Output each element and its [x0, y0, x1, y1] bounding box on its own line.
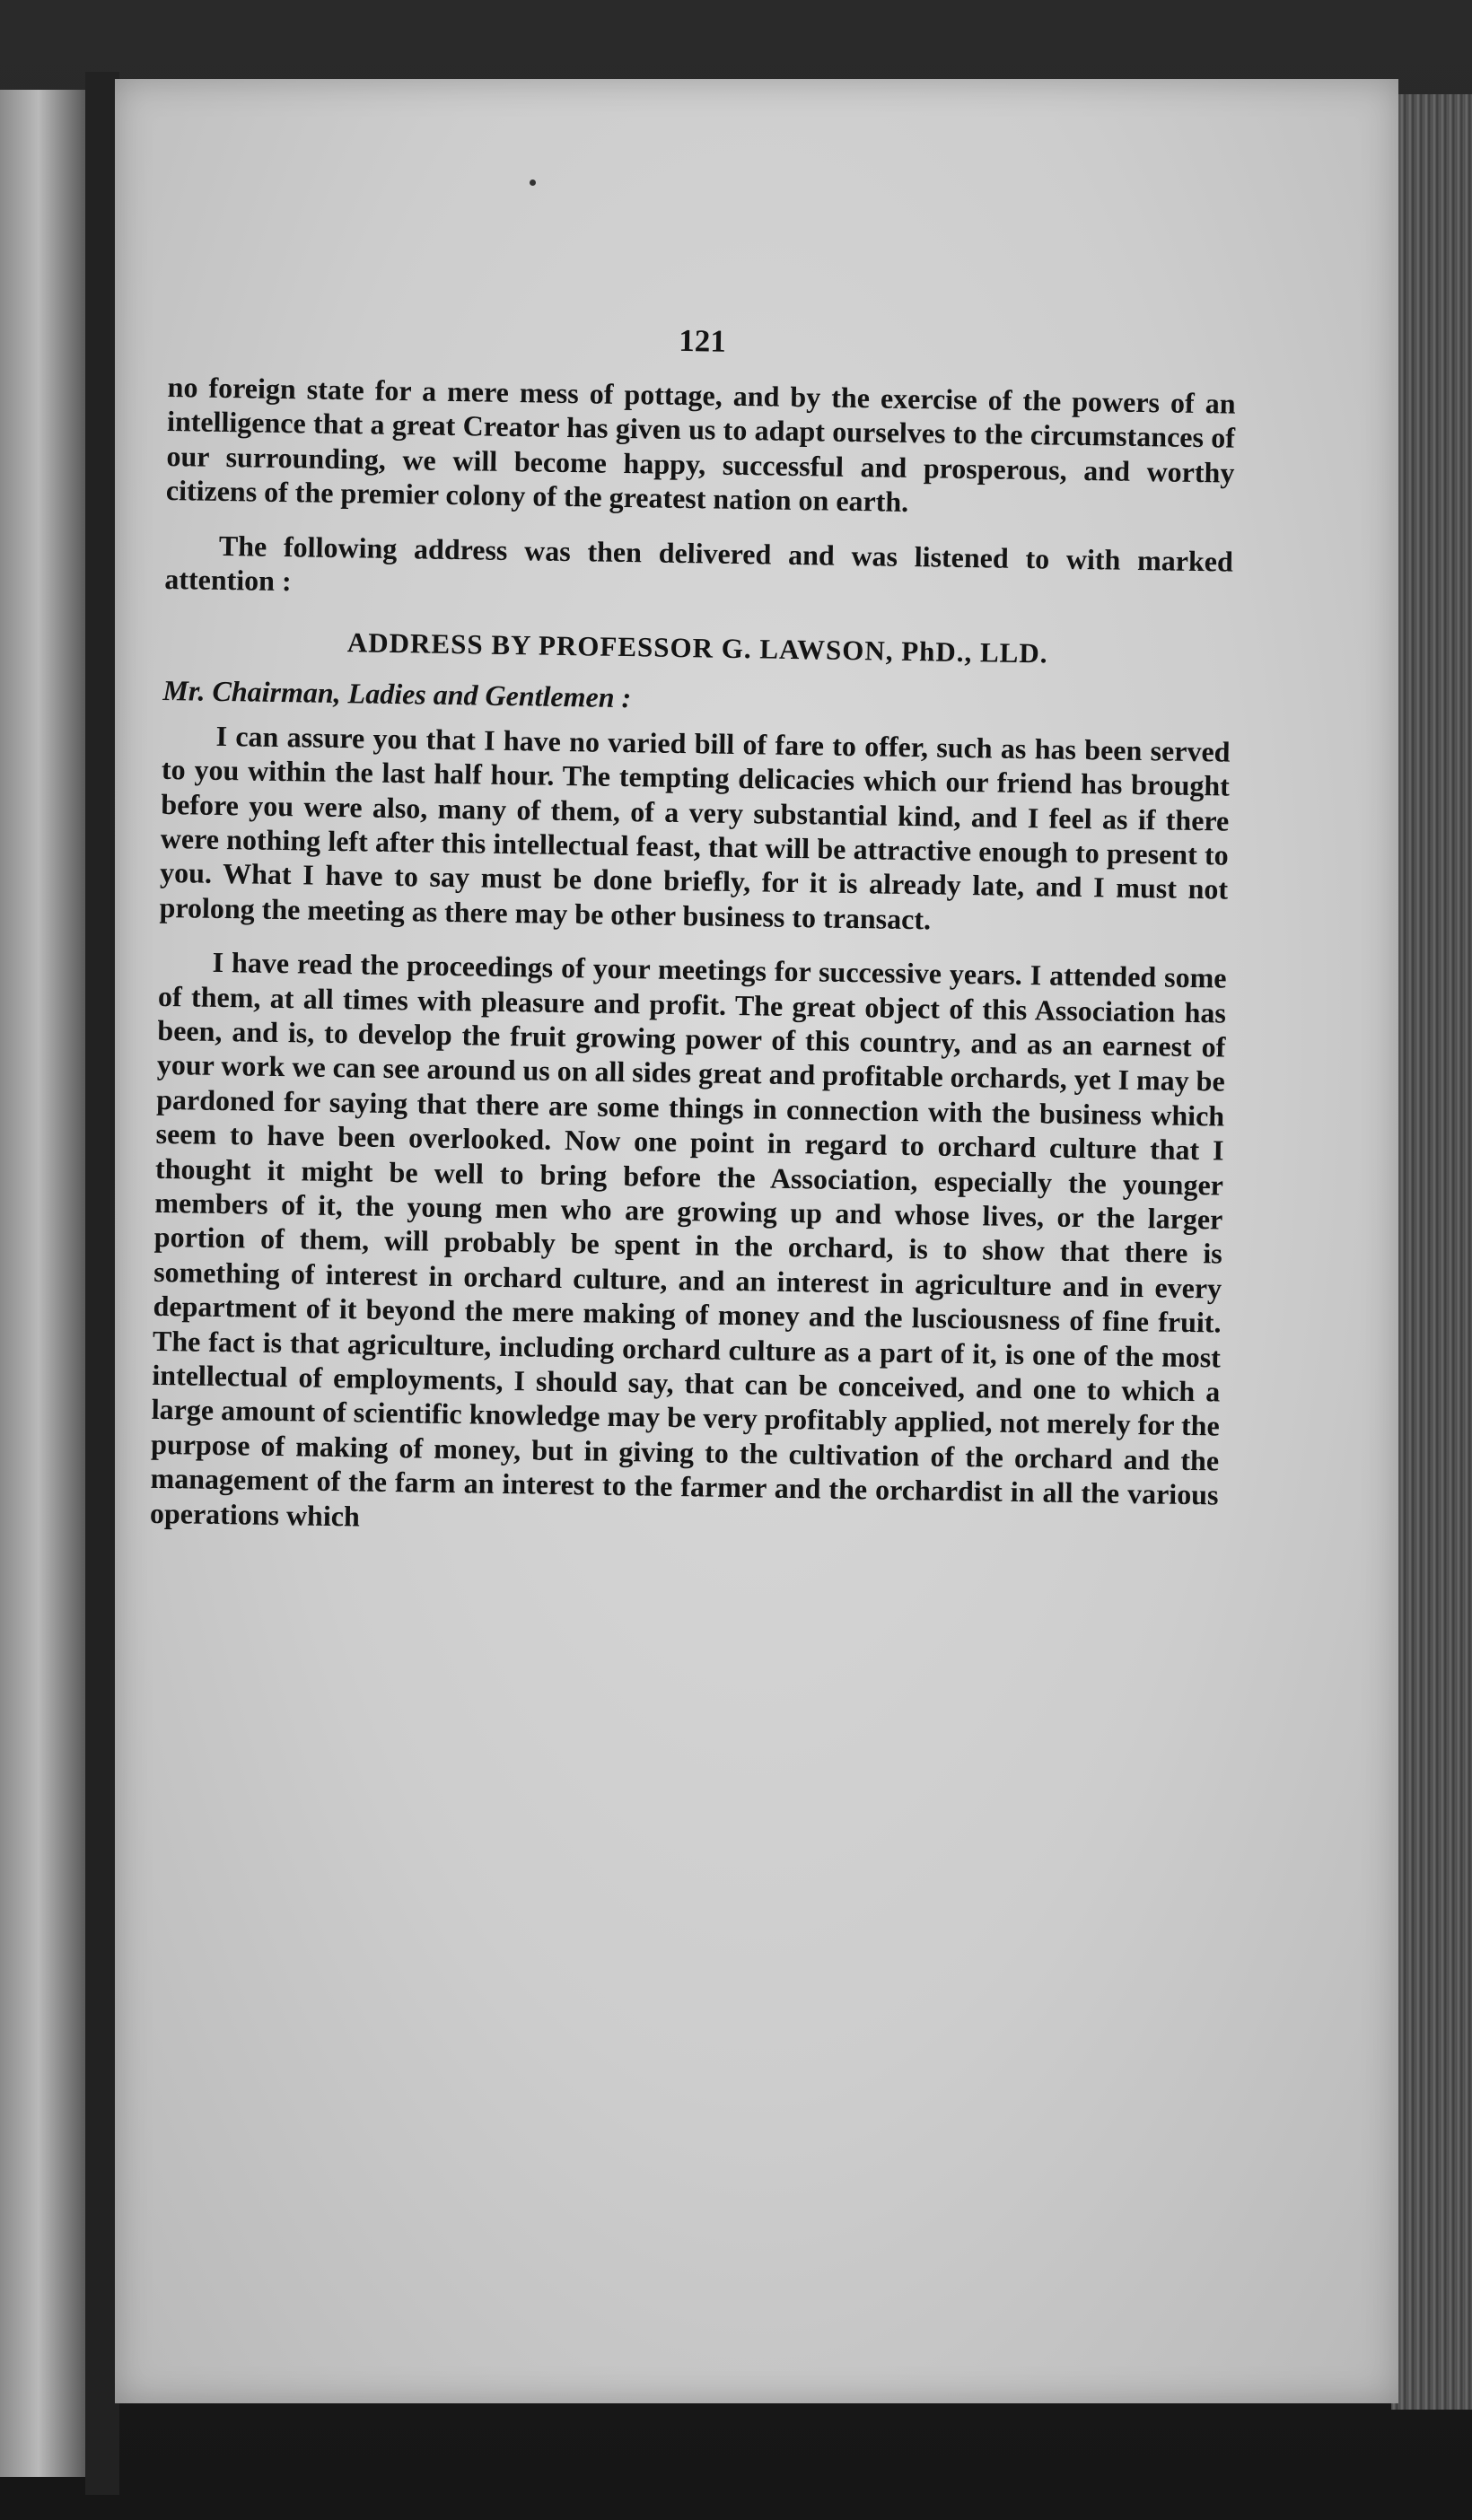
body-paragraph: I can assure you that I have no varied bill of fare to offer, such as has been served to you within the last half hour. The tempting delicacies which our friend has brought before you were also, many of them, of a very substantial kind, and I feel as if there were nothing left after this intellectual feast, that will be attractive enough to present to you. What I have to say must be done briefly, for it is already late, and I must not prolong the meeting as there may be other business to transact. [159, 719, 1231, 936]
adjacent-page-edge [0, 90, 85, 2477]
page-stack-edge [1391, 94, 1472, 2410]
paragraph-transition: The following address was then delivered and was listened to with marked attention : [164, 529, 1234, 598]
ink-speck [530, 179, 536, 186]
address-heading: ADDRESS BY PROFESSOR G. LAWSON, PhD., LLD. [346, 626, 1048, 669]
body-paragraph: I have read the proceedings of your meetings for successive years. I attended some of them, at all times with pleasure and profit. The great object of this Association has been, and is, to develop the fruit growing power of this country, and as an earnest of your work we can see around us on all sides great and profitable orchards, yet I may be pardoned for saying that there are some things in connection with the business which seem to have been overlooked. Now one point in regard to orchard culture that I thought it might be well to bring before the Association, especially the younger members of it, the young men who are growing up and whose lives, or the larger portion of them, will probably be spent in the orchard, is to show that there is something of interest in orchard culture, and an interest in agriculture and in every department of it beyond the mere making of money and the lusciousness of fine fruit. The fact is that agriculture, including orchard culture as a part of it, is one of the most intellectual of employments, I should say, that can be conceived, and one to which a large amount of scientific knowledge may be very profitably applied, not merely for the purpose of making of money, but in giving to the cultivation of the orchard and the management of the farm an interest to the farmer and the orchardist in all the various operations which [149, 946, 1227, 1533]
salutation: Mr. Chairman, Ladies and Gentlemen : [162, 673, 632, 713]
paragraph-closing: no foreign state for a mere mess of pottage, and by the exercise of the powers of an intelligence that a great Creator has given us to adapt ourselves to the circumstances of our surrounding, we will become happy, successful and prosperous, and worthy citizens of the premier colony of the greatest nation on earth. [165, 370, 1236, 519]
page-number: 121 [679, 322, 727, 359]
book-page [115, 79, 1398, 2403]
page-text [150, 314, 1237, 1546]
